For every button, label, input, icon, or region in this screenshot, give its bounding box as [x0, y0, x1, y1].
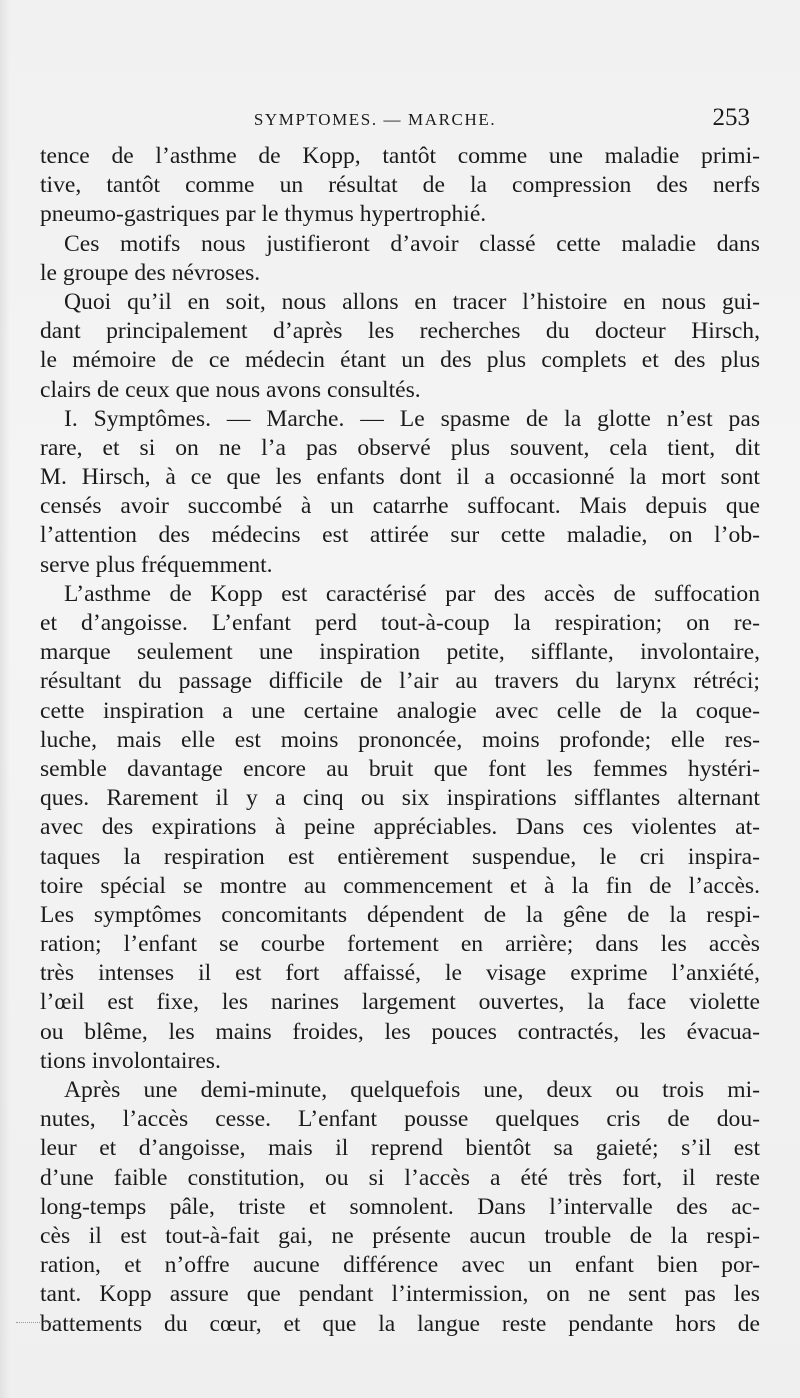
text-line: résultant du passage difficile de l’air au travers du larynx rétréci; — [40, 668, 760, 695]
text-line: l’attention des médecins est attirée sur cette maladie, on l’ob- — [40, 522, 760, 549]
text-line: et d’angoisse. L’enfant perd tout-à-coup la respiration; on re- — [40, 610, 760, 636]
text-line: avec des expirations à peine appréciables. Dans ces violentes at- — [40, 814, 760, 841]
text-line: luche, mais elle est moins prononcée, moins profonde; elle res- — [40, 726, 760, 753]
page-edge-shadow — [0, 0, 10, 1398]
running-head: SYMPTOMES. — MARCHE. — [253, 110, 497, 129]
text-line: d’une faible constitution, ou si l’accès a été très fort, il reste — [40, 1164, 760, 1191]
text-line: dant principalement d’après les recherches du docteur Hirsch, — [40, 318, 760, 345]
text-line: Ces motifs nous justifieront d’avoir classé cette maladie dans — [64, 230, 760, 257]
text-line: cette inspiration a une certaine analogie avec celle de la coque- — [40, 697, 760, 724]
margin-mark — [16, 1308, 56, 1323]
text-line: serve plus fréquemment. — [40, 551, 273, 578]
text-line: cès il est tout-à-fait gai, ne présente aucun trouble de la respi- — [40, 1222, 760, 1249]
text-line: ration; l’enfant se courbe fortement en arrière; dans les accès — [40, 931, 760, 958]
text-line: Après une demi-minute, quelquefois une, deux ou trois mi- — [64, 1077, 760, 1103]
text-line: marque seulement une inspiration petite, sifflante, involontaire, — [40, 639, 760, 666]
body-text — [40, 142, 760, 1339]
text-line: nutes, l’accès cesse. L’enfant pousse quelques cris de dou- — [40, 1106, 760, 1133]
text-line: M. Hirsch, à ce que les enfants dont il a occasionné la mort sont — [40, 464, 760, 491]
text-line: semble davantage encore au bruit que font les femmes hystéri- — [40, 755, 760, 782]
text-line: Les symptômes concomitants dépendent de la gêne de la respi- — [40, 901, 760, 928]
text-line: censés avoir succombé à un catarrhe suffocant. Mais depuis que — [40, 493, 760, 520]
text-line: L’asthme de Kopp est caractérisé par des accès de suffocation — [64, 580, 760, 607]
text-line: long-temps pâle, triste et somnolent. Dans l’intervalle des ac- — [40, 1193, 760, 1220]
text-line: ques. Rarement il y a cinq ou six inspirations sifflantes alternant — [40, 785, 760, 812]
text-line: pneumo-gastriques par le thymus hypertrophié. — [40, 201, 487, 228]
text-line: tant. Kopp assure que pendant l’intermission, on ne sent pas les — [40, 1281, 760, 1308]
text-line: ou blême, les mains froides, les pouces contractés, les évacua- — [40, 1018, 760, 1045]
text-line: leur et d’angoisse, mais il reprend bientôt sa gaieté; s’il est — [40, 1135, 760, 1162]
text-line: rare, et si on ne l’a pas observé plus souvent, cela tient, dit — [40, 434, 760, 461]
text-line: tive, tantôt comme un résultat de la compression des nerfs — [40, 172, 760, 199]
text-line: le groupe des névroses. — [40, 259, 261, 286]
page-number: 253 — [712, 104, 750, 131]
text-line: très intenses il est fort affaissé, le visage exprime l’anxiété, — [40, 960, 760, 987]
text-line: taques la respiration est entièrement suspendue, le cri inspira- — [40, 843, 760, 870]
text-line: clairs de ceux que nous avons consultés. — [40, 376, 421, 403]
text-line: toire spécial se montre au commencement et à la fin de l’accès. — [40, 872, 760, 899]
section-heading-line: I. Symptômes. — Marche. — Le spasme de la glotte n’est pas — [64, 405, 760, 432]
text-line: ration, et n’offre aucune différence avec un enfant bien por- — [40, 1252, 760, 1279]
text-line: tence de l’asthme de Kopp, tantôt comme une maladie primi- — [40, 143, 760, 169]
text-line: battements du cœur, et que la langue reste pendante hors de — [40, 1310, 760, 1337]
text-line: l’œil est fixe, les narines largement ouvertes, la face violette — [40, 989, 760, 1016]
text-line: Quoi qu’il en soit, nous allons en tracer l’histoire en nous gui- — [64, 288, 760, 315]
text-line: le mémoire de ce médecin étant un des plus complets et des plus — [40, 347, 760, 374]
page-header — [40, 104, 750, 138]
text-line: tions involontaires. — [40, 1047, 221, 1074]
